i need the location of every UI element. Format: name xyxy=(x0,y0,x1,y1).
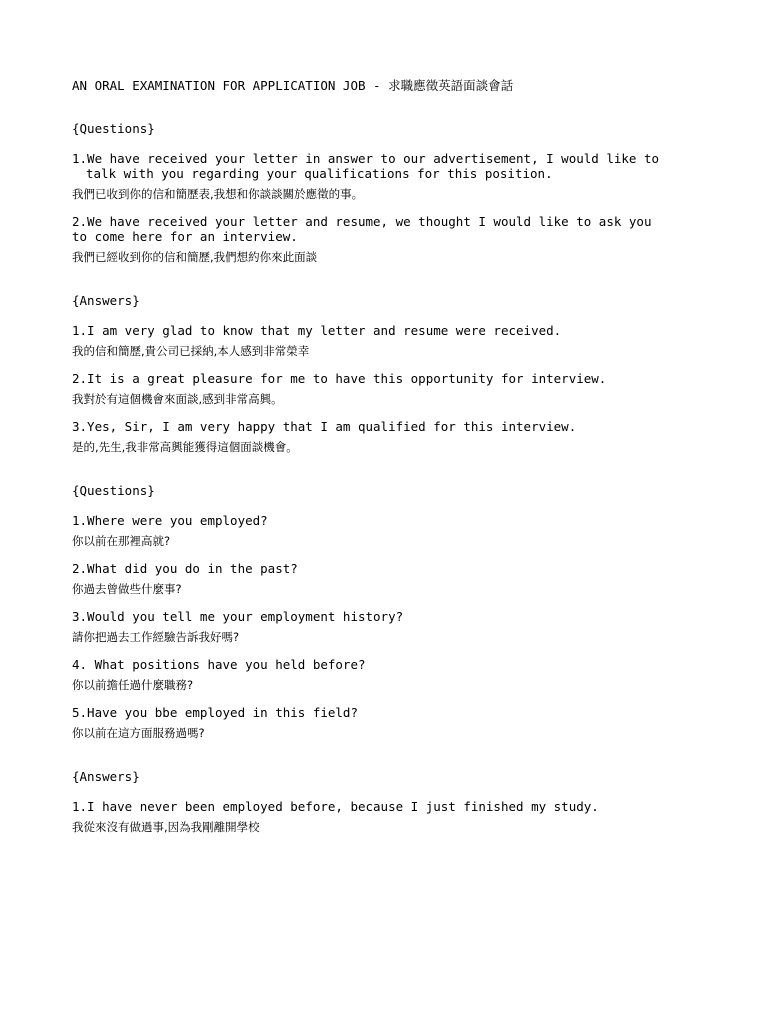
english-text: 1.I am very glad to know that my letter and resume were received. xyxy=(72,323,562,338)
section-heading: {Questions} xyxy=(72,121,155,136)
chinese-translation: 我的信和簡歷,貴公司已採納,本人感到非常榮幸 xyxy=(72,344,310,358)
chinese-translation: 我們已經收到你的信和簡歷,我們想約你來此面談 xyxy=(72,250,318,264)
english-text: 1.I have never been employed before, because I just finished my study. xyxy=(72,799,599,814)
english-text: 1.We have received your letter in answer to our advertisement, I would like to xyxy=(72,151,659,166)
section-answers-2 xyxy=(72,769,712,835)
chinese-translation: 你以前在這方面服務過嗎? xyxy=(72,726,205,740)
chinese-translation: 你以前在那裡高就? xyxy=(72,534,171,548)
english-text: 2.We have received your letter and resume, we thought I would like to ask you xyxy=(72,214,652,229)
english-text-continued: to come here for an interview. xyxy=(72,229,298,244)
qa-item xyxy=(72,561,712,597)
qa-item xyxy=(72,705,712,741)
english-text: 2.It is a great pleasure for me to have this opportunity for interview. xyxy=(72,371,607,386)
chinese-translation: 你過去曾做些什麼事? xyxy=(72,582,182,596)
english-text: 5.Have you bbe employed in this field? xyxy=(72,705,358,720)
qa-item xyxy=(72,609,712,645)
qa-item xyxy=(72,214,712,265)
qa-item xyxy=(72,371,712,407)
section-heading: {Answers} xyxy=(72,769,140,784)
section-questions-1 xyxy=(72,121,712,265)
section-answers-1 xyxy=(72,293,712,455)
chinese-translation: 請你把過去工作經驗告訴我好嗎? xyxy=(72,630,240,644)
chinese-translation: 是的,先生,我非常高興能獲得這個面談機會。 xyxy=(72,440,298,454)
chinese-translation: 我們已收到你的信和簡歷表,我想和你談談關於應徵的事。 xyxy=(72,187,364,201)
qa-item xyxy=(72,419,712,455)
qa-item xyxy=(72,513,712,549)
document-body xyxy=(72,78,712,847)
qa-item xyxy=(72,799,712,835)
english-text: 4. What positions have you held before? xyxy=(72,657,366,672)
section-heading: {Answers} xyxy=(72,293,140,308)
english-text: 3.Would you tell me your employment history? xyxy=(72,609,404,624)
document-title: AN ORAL EXAMINATION FOR APPLICATION JOB - 求職應徵英語面談會話 xyxy=(72,78,514,93)
english-text: 3.Yes, Sir, I am very happy that I am qualified for this interview. xyxy=(72,419,577,434)
english-text: 1.Where were you employed? xyxy=(72,513,268,528)
english-text: 2.What did you do in the past? xyxy=(72,561,298,576)
qa-item xyxy=(72,657,712,693)
qa-item xyxy=(72,323,712,359)
section-heading: {Questions} xyxy=(72,483,155,498)
chinese-translation: 我對於有這個機會來面談,感到非常高興。 xyxy=(72,392,283,406)
english-text-continued: talk with you regarding your qualifications for this position. xyxy=(86,166,553,181)
qa-item xyxy=(72,151,712,202)
section-questions-2 xyxy=(72,483,712,741)
chinese-translation: 你以前擔任過什麼職務? xyxy=(72,678,194,692)
chinese-translation: 我從來沒有做過事,因為我剛離開學校 xyxy=(72,820,260,834)
